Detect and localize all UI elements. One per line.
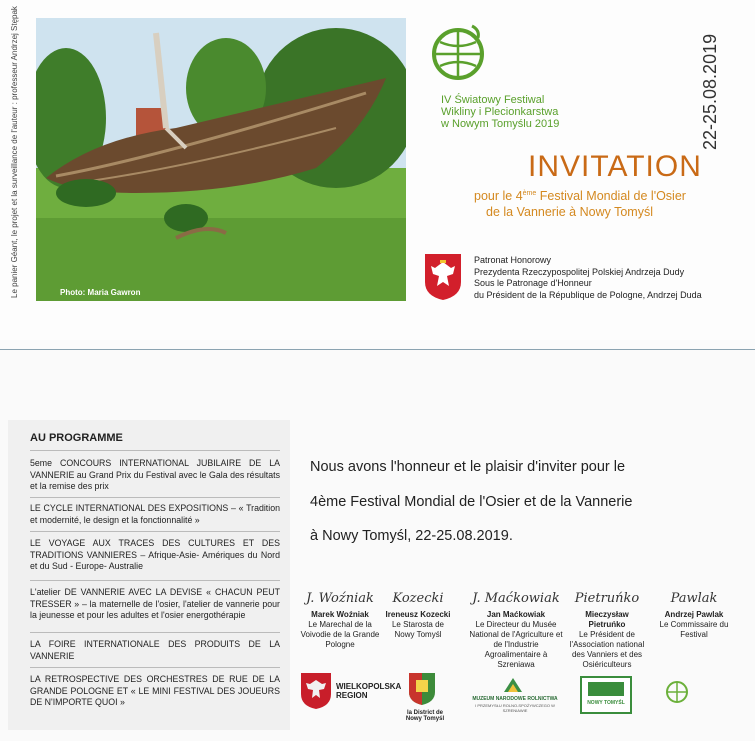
divider bbox=[30, 497, 280, 498]
district-coat-of-arms bbox=[408, 672, 436, 706]
programme-item: LA RETROSPECTIVE DES ORCHESTRES DE RUE DE LA GRANDE POLOGNE ET « LE MINI FESTIVAL DES JOUEURS DE N'IMPORTE QUOI » bbox=[30, 674, 280, 707]
signatory-pietrunko: Pietruńko Mieczysław Pietruńko Le Président de l'Association national des Vanniers et des Osiériculteurs bbox=[566, 594, 648, 670]
signatory-kozecki: Kozecki Ireneusz Kozecki Le Starosta de Nowy Tomyśl bbox=[382, 594, 454, 640]
association-logo: NOWY TOMYŚL bbox=[580, 676, 632, 714]
handwritten-signature: J. Woźniak bbox=[306, 591, 374, 606]
programme-item: LA FOIRE INTERNATIONALE DES PRODUITS DE LA VANNERIE bbox=[30, 639, 280, 661]
honorary-patronage: Patronat Honorowy Prezydenta Rzeczypospolitej Polskiej Andrzeja Dudy Sous le Patronage d'Honneur du Président de la République de Pologne, Andrzej Duda bbox=[474, 255, 702, 300]
programme-item: 5eme CONCOURS INTERNATIONAL JUBILAIRE DE LA VANNERIE au Grand Prix du Festival avec le Gala des résultats et la remise des prix bbox=[30, 458, 280, 491]
invitation-subtitle-line1: pour le 4ème Festival Mondial de l'Osier bbox=[474, 189, 686, 203]
festival-logo-text: IV Światowy Festiwal Wikliny i Plecionkarstwa w Nowym Tomyślu 2019 bbox=[441, 94, 560, 130]
divider bbox=[30, 632, 280, 633]
divider bbox=[30, 531, 280, 532]
festival-globe-small-icon bbox=[664, 678, 690, 704]
signatory-wozniak: J. Woźniak Marek Woźniak Le Marechal de la Voivodie de la Grande Pologne bbox=[300, 591, 380, 649]
invitation-text-line2: 4ème Festival Mondial de l'Osier et de la Vannerie bbox=[310, 494, 633, 510]
programme-item: LE CYCLE INTERNATIONAL DES EXPOSITIONS – « Tradition et modernité, le design et la fonctionnalité » bbox=[30, 503, 280, 525]
wielkopolska-region-label: WIELKOPOLSKA REGION bbox=[336, 682, 402, 700]
divider bbox=[30, 450, 280, 451]
handwritten-signature: Pawlak bbox=[670, 591, 718, 606]
signatory-mackowiak: J. Maćkowiak Jan Maćkowiak Le Directeur du Musée National de l'Agriculture et de l'Industrie Agroalimentaire à Szreniawa bbox=[469, 591, 563, 669]
invitation-cover bbox=[0, 0, 755, 340]
divider bbox=[30, 580, 280, 581]
programme-item: LE VOYAGE AUX TRACES DES CULTURES ET DES TRADITIONS VANNIERES – Afrique-Asie- Amériques du Nord et du Sud - Europe- Australie bbox=[30, 538, 280, 571]
giant-basket-photo bbox=[36, 18, 406, 301]
invitation-subtitle-line2: de la Vannerie à Nowy Tomyśl bbox=[486, 205, 653, 219]
photo-credit: Photo: Maria Gawron bbox=[60, 288, 141, 297]
programme-item: L'atelier DE VANNERIE AVEC LA DEVISE « CHACUN PEUT TRESSER » – la maternelle de l'osier, l'atelier de vannerie pour la jeunesse et pour les adultes et l'osier energothérapie bbox=[30, 587, 280, 620]
museum-label: MUZEUM NARODOWE ROLNICTWA bbox=[472, 696, 558, 702]
vertical-author-credit: Le panier Géant, le projet et la surveillance de l'auteur : professeur Andrzej Stępak bbox=[10, 6, 19, 298]
divider bbox=[30, 667, 280, 668]
programme-heading: AU PROGRAMME bbox=[30, 432, 123, 444]
district-label: la District de Nowy Tomyśl bbox=[405, 710, 445, 722]
programme-panel bbox=[8, 420, 290, 730]
handwritten-signature: Kozecki bbox=[392, 591, 444, 606]
museum-logo-icon bbox=[502, 676, 524, 694]
handwritten-signature: J. Maćkowiak bbox=[472, 591, 560, 606]
wielkopolska-emblem bbox=[300, 672, 332, 710]
signatory-pawlak: Pawlak Andrzej Pawlak Le Commissaire du Festival bbox=[654, 594, 734, 640]
vertical-date: 22-25.08.2019 bbox=[700, 33, 720, 150]
polish-eagle-emblem bbox=[423, 252, 463, 302]
invitation-text-line1: Nous avons l'honneur et le plaisir d'inviter pour le bbox=[310, 459, 626, 475]
festival-globe-logo bbox=[428, 22, 488, 82]
association-logo-mark bbox=[588, 682, 624, 696]
invitation-title: INVITATION bbox=[528, 150, 702, 183]
museum-sub-label: I PRZEMYSŁU ROLNO-SPOŻYWCZEGO W SZRENIAWIE bbox=[475, 703, 555, 713]
handwritten-signature: Pietruńko bbox=[574, 591, 640, 606]
invitation-text-line3: à Nowy Tomyśl, 22-25.08.2019. bbox=[310, 528, 513, 544]
